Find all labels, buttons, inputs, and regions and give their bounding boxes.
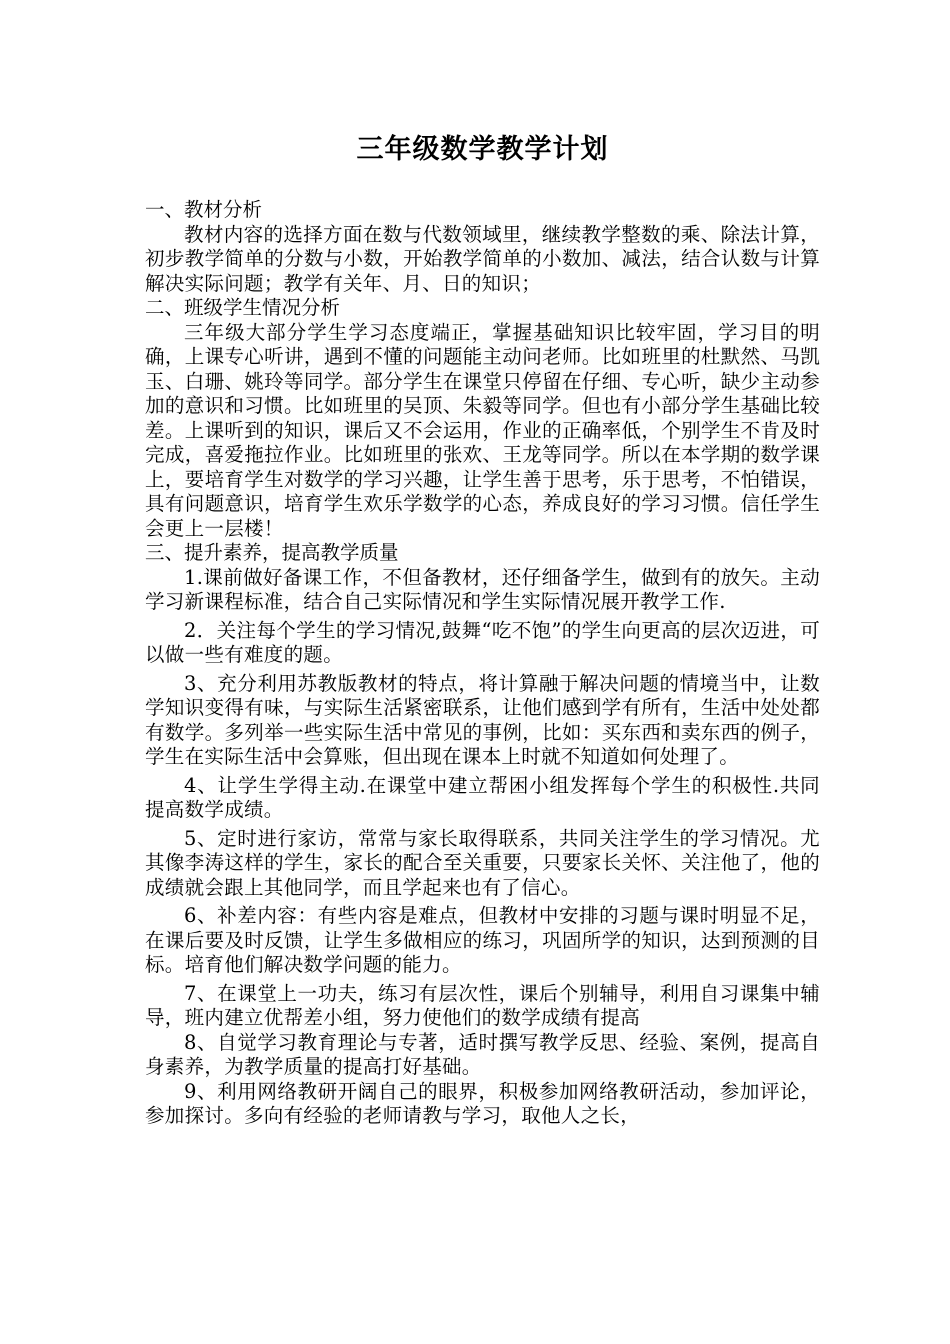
paragraph-materials: 教材内容的选择方面在数与代数领域里，继续教学整数的乘、除法计算，初步教学简单的分数与小数，开始教学简单的小数加、减法，结合认数与计算解决实际问题；教学有关年、月、日的知识； xyxy=(145,222,820,295)
document-page xyxy=(145,130,820,1129)
list-item-1: 1.课前做好备课工作，不但备教材，还仔细备学生，做到有的放矢。主动学习新课程标准，结合自己实际情况和学生实际情况展开教学工作. xyxy=(145,565,820,613)
paragraph-students: 三年级大部分学生学习态度端正，掌握基础知识比较牢固，学习目的明确，上课专心听讲，遇到不懂的问题能主动问老师。比如班里的杜默然、马凯玉、白珊、姚玲等同学。部分学生在课堂只停留在仔细、专心听，缺少主动参加的意识和习惯。比如班里的吴顶、朱毅等同学。但也有小部分学生基础比较差。上课听到的知识，课后又不会运用，作业的正确率低，个别学生不肯及时完成，喜爱拖拉作业。比如班里的张欢、王龙等同学。所以在本学期的数学课上，要培育学生对数学的学习兴趣，让学生善于思考，乐于思考，不怕错误，具有问题意识，培育学生欢乐学数学的心态，养成良好的学习习惯。信任学生会更上一层楼！ xyxy=(145,320,820,540)
section-heading-materials: 一、教材分析 xyxy=(145,198,263,221)
section-heading-quality: 三、提升素养，提高教学质量 xyxy=(145,541,399,564)
list-item-4: 4、让学生学得主动.在课堂中建立帮困小组发挥每个学生的积极性.共同提高数学成绩。 xyxy=(145,773,820,821)
list-item-7: 7、在课堂上一功夫，练习有层次性，课后个别辅导，利用自习课集中辅导，班内建立优帮差小组，努力使他们的数学成绩有提高 xyxy=(145,981,820,1029)
list-item-3: 3、充分利用苏教版教材的特点，将计算融于解决问题的情境当中，让数学知识变得有味，与实际生活紧密联系，让他们感到学有所有，生活中处处都有数学。多列举一些实际生活中常见的事例，比如：买东西和卖东西的例子，学生在实际生活中会算账，但出现在课本上时就不知道如何处理了。 xyxy=(145,671,820,768)
list-item-5: 5、定时进行家访，常常与家长取得联系，共同关注学生的学习情况。尤其像李涛这样的学生，家长的配合至关重要，只要家长关怀、关注他了，他的成绩就会跟上其他同学，而且学起来也有了信心。 xyxy=(145,826,820,899)
document-title: 三年级数学教学计划 xyxy=(356,134,609,165)
list-item-2: 2．关注每个学生的学习情况,鼓舞“吃不饱”的学生向更高的层次迈进，可以做一些有难度的题。 xyxy=(145,618,820,666)
list-item-8: 8、自觉学习教育理论与专著，适时撰写教学反思、经验、案例，提高自身素养，为教学质量的提高打好基础。 xyxy=(145,1030,820,1078)
list-item-6: 6、补差内容：有些内容是难点，但教材中安排的习题与课时明显不足，在课后要及时反馈，让学生多做相应的练习，巩固所学的知识，达到预测的目标。培育他们解决数学问题的能力。 xyxy=(145,904,820,976)
list-item-9: 9、利用网络教研开阔自己的眼界，积极参加网络教研活动，参加评论，参加探讨。多向有经验的老师请教与学习，取他人之长， xyxy=(145,1079,820,1127)
section-heading-students: 二、班级学生情况分析 xyxy=(145,296,341,319)
